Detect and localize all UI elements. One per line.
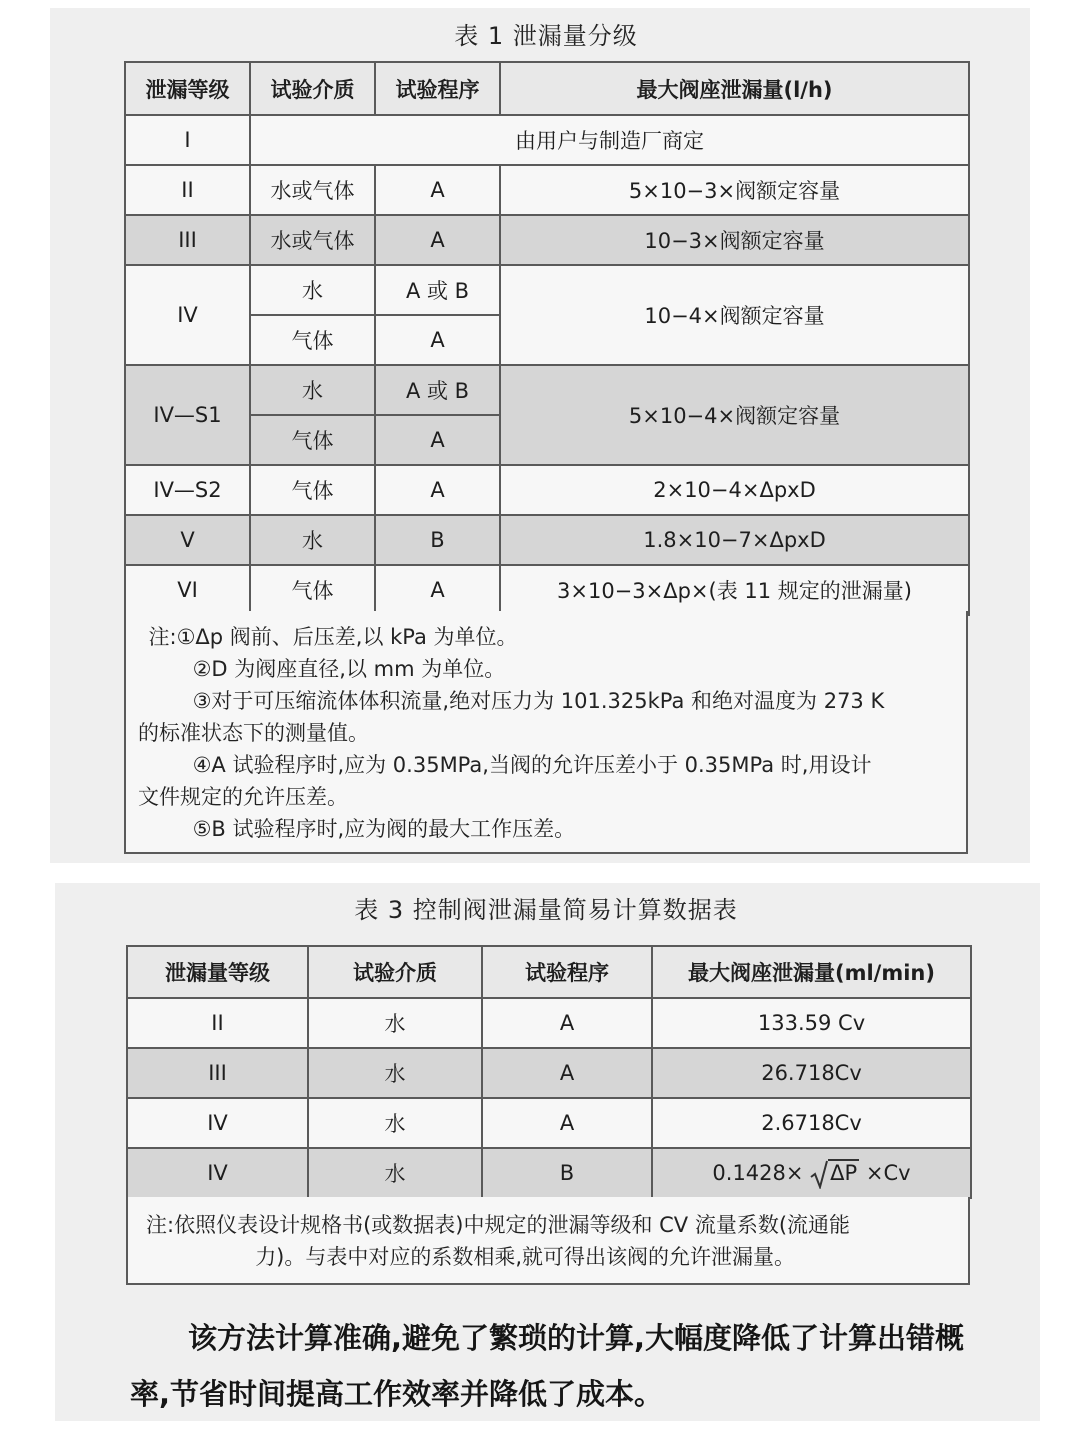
note-line: 注:①Δp 阀前、后压差,以 kPa 为单位。 <box>148 625 518 649</box>
medium-cell: 气体 <box>250 415 375 465</box>
grade-cell: IV <box>127 1148 308 1198</box>
table-row <box>127 998 971 1048</box>
procedure-cell: A <box>375 565 500 615</box>
medium-cell: 水 <box>308 1098 482 1148</box>
procedure-cell: A 或 B <box>375 265 500 315</box>
medium-cell: 水或气体 <box>250 165 375 215</box>
leakage-cell <box>652 1148 971 1198</box>
table3-title: 表 3 控制阀泄漏量简易计算数据表 <box>354 896 738 924</box>
medium-cell: 水 <box>250 265 375 315</box>
leakage-grade-table <box>124 61 970 616</box>
grade-cell: VI <box>125 565 250 615</box>
note-line: 的标准状态下的测量值。 <box>138 721 369 745</box>
note-line: ④A 试验程序时,应为 0.35MPa,当阀的允许压差小于 0.35MPa 时,用设计 <box>192 753 872 777</box>
medium-cell: 气体 <box>250 565 375 615</box>
formula-radicand: ΔP <box>830 1161 858 1185</box>
sqrt-icon <box>810 1159 828 1189</box>
medium-cell: 水 <box>308 1048 482 1098</box>
note-line: 力)。与表中对应的系数相乘,就可得出该阀的允许泄漏量。 <box>255 1245 796 1269</box>
procedure-cell: B <box>482 1148 652 1198</box>
grade-cell: IV <box>125 265 250 365</box>
table-header-row <box>127 946 971 998</box>
table-row <box>125 365 969 415</box>
table-row <box>127 1048 971 1098</box>
table-header-row <box>125 62 969 115</box>
medium-cell: 水 <box>250 515 375 565</box>
header-cell: 最大阀座泄漏量(ml/min) <box>652 946 971 998</box>
grade-cell: III <box>125 215 250 265</box>
table-row <box>125 465 969 515</box>
medium-cell: 水或气体 <box>250 215 375 265</box>
leakage-cell: 2.6718Cv <box>652 1098 971 1148</box>
header-cell: 最大阀座泄漏量(l/h) <box>500 62 969 115</box>
procedure-cell: A <box>375 465 500 515</box>
grade-cell: IV—S2 <box>125 465 250 515</box>
formula-prefix: 0.1428× <box>712 1161 804 1185</box>
note-line: 文件规定的允许压差。 <box>138 785 348 809</box>
grade-cell: III <box>127 1048 308 1098</box>
procedure-cell: B <box>375 515 500 565</box>
grade-cell: II <box>125 165 250 215</box>
note-line: ⑤B 试验程序时,应为阀的最大工作压差。 <box>192 817 576 841</box>
header-cell: 试验介质 <box>250 62 375 115</box>
table-row <box>127 1098 971 1148</box>
medium-cell: 水 <box>308 998 482 1048</box>
leakage-cell: 10−3×阀额定容量 <box>500 215 969 265</box>
leakage-cell: 26.718Cv <box>652 1048 971 1098</box>
procedure-cell: A <box>482 1048 652 1098</box>
leakage-cell: 10−4×阀额定容量 <box>500 265 969 365</box>
paragraph-text: 该方法计算准确,避免了繁琐的计算,大幅度降低了计算出错概率,节省时间提高工作效率并降低了成本。 <box>130 1321 965 1411</box>
leakage-cell: 2×10−4×ΔpxD <box>500 465 969 515</box>
procedure-cell: A <box>482 998 652 1048</box>
leakage-calc-table <box>126 945 972 1199</box>
table-row <box>125 565 969 615</box>
note-line: ③对于可压缩流体体积流量,绝对压力为 101.325kPa 和绝对温度为 273 K <box>192 689 885 713</box>
procedure-cell: A <box>375 165 500 215</box>
header-cell: 试验程序 <box>482 946 652 998</box>
leakage-cell: 5×10−4×阀额定容量 <box>500 365 969 465</box>
note-line: ②D 为阀座直径,以 mm 为单位。 <box>192 657 506 681</box>
body-paragraph <box>130 1310 980 1422</box>
procedure-cell: A 或 B <box>375 365 500 415</box>
procedure-cell: A <box>375 215 500 265</box>
table1-title: 表 1 泄漏量分级 <box>454 22 638 50</box>
table-row <box>125 215 969 265</box>
sqrt-formula <box>810 1161 859 1185</box>
leakage-cell: 1.8×10−7×ΔpxD <box>500 515 969 565</box>
note-line: 注:依照仪表设计规格书(或数据表)中规定的泄漏等级和 CV 流量系数(流通能 <box>146 1213 851 1237</box>
formula-suffix: ×Cv <box>865 1161 911 1185</box>
table3-notes <box>126 1197 970 1285</box>
table1-notes <box>124 611 968 854</box>
table-row <box>125 265 969 315</box>
leakage-cell: 133.59 Cv <box>652 998 971 1048</box>
medium-cell: 气体 <box>250 315 375 365</box>
medium-cell: 气体 <box>250 465 375 515</box>
grade-cell: II <box>127 998 308 1048</box>
header-cell: 泄漏等级 <box>125 62 250 115</box>
leakage-cell: 3×10−3×Δp×(表 11 规定的泄漏量) <box>500 565 969 615</box>
table-row <box>125 165 969 215</box>
header-cell: 试验介质 <box>308 946 482 998</box>
grade-cell: V <box>125 515 250 565</box>
header-cell: 泄漏量等级 <box>127 946 308 998</box>
procedure-cell: A <box>482 1098 652 1148</box>
table-row <box>125 515 969 565</box>
table-row <box>125 115 969 165</box>
procedure-cell: A <box>375 415 500 465</box>
procedure-cell: A <box>375 315 500 365</box>
header-cell: 试验程序 <box>375 62 500 115</box>
grade-cell: IV <box>127 1098 308 1148</box>
medium-cell: 水 <box>250 365 375 415</box>
table-row <box>127 1148 971 1198</box>
leakage-cell: 5×10−3×阀额定容量 <box>500 165 969 215</box>
grade-cell: IV—S1 <box>125 365 250 465</box>
grade-cell: I <box>125 115 250 165</box>
merged-cell: 由用户与制造厂商定 <box>250 115 969 165</box>
medium-cell: 水 <box>308 1148 482 1198</box>
